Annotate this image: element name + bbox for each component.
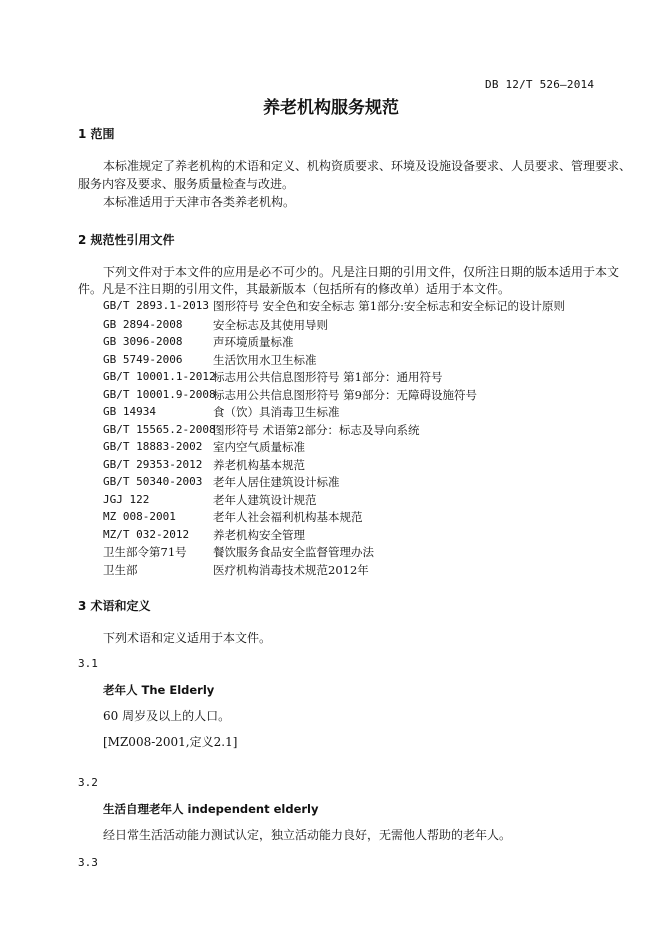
section-1-paragraph-2: 本标准适用于天津市各类养老机构。 [103,195,296,209]
reference-code: GB/T 18883-2002 [103,440,203,453]
document-title: 养老机构服务规范 [263,98,399,118]
section-3-intro: 下列术语和定义适用于本文件。 [103,631,272,645]
section-2-intro-line-2: 件。凡是不注日期的引用文件，其最新版本（包括所有的修改单）适用于本文件。 [78,282,511,296]
section-3-heading: 3 术语和定义 [78,599,151,613]
term-name: 生活自理老年人 independent elderly [103,802,319,816]
reference-title: 标志用公共信息图形符号 第1部分：通用符号 [213,370,443,384]
reference-title: 安全标志及其使用导则 [213,318,328,332]
section-2-intro-line-1: 下列文件对于本文件的应用是必不可少的。凡是注日期的引用文件，仅所注日期的版本适用于本文 [103,265,620,279]
reference-code: MZ/T 032-2012 [103,528,190,541]
term-source: [MZ008-2001,定义2.1] [103,735,238,749]
reference-code: GB/T 29353-2012 [103,458,203,471]
reference-title: 声环境质量标准 [213,335,294,349]
reference-title: 生活饮用水卫生标准 [213,353,317,367]
reference-title: 图形符号 安全色和安全标志 第1部分:安全标志和安全标记的设计原则 [213,299,565,313]
reference-title: 图形符号 术语第2部分：标志及导向系统 [213,423,420,437]
reference-title: 餐饮服务食品安全监督管理办法 [213,545,374,559]
reference-title: 医疗机构消毒技术规范2012年 [213,563,369,577]
reference-title: 养老机构基本规范 [213,458,305,472]
reference-code: GB/T 10001.1-2012 [103,370,216,383]
reference-code: GB 5749-2006 [103,353,183,366]
term-number: 3.1 [78,657,98,670]
reference-code: GB 14934 [103,405,156,418]
section-1-paragraph-1-line-1: 本标准规定了养老机构的术语和定义、机构资质要求、环境及设施设备要求、人员要求、管理要求、 [103,159,632,173]
reference-code: 卫生部令第71号 [103,545,187,559]
reference-code: 卫生部 [103,563,138,577]
reference-code: GB/T 2893.1-2013 [103,299,209,312]
reference-title: 老年人社会福利机构基本规范 [213,510,363,524]
standard-number: DB 12/T 526—2014 [485,78,595,91]
term-name: 老年人 The Elderly [103,683,215,697]
section-2-heading: 2 规范性引用文件 [78,233,175,247]
reference-code: MZ 008-2001 [103,510,176,523]
reference-title: 老年人居住建筑设计标准 [213,475,340,489]
reference-title: 标志用公共信息图形符号 第9部分：无障碍设施符号 [213,388,477,402]
term-definition: 经日常生活活动能力测试认定，独立活动能力良好，无需他人帮助的老年人。 [103,828,512,842]
term-definition: 60 周岁及以上的人口。 [103,709,231,723]
reference-title: 食（饮）具消毒卫生标准 [213,405,340,419]
term-number: 3.2 [78,776,98,789]
reference-title: 老年人建筑设计规范 [213,493,317,507]
reference-code: GB 2894-2008 [103,318,183,331]
section-1-paragraph-1-line-2: 服务内容及要求、服务质量检查与改进。 [78,177,295,191]
reference-title: 室内空气质量标准 [213,440,305,454]
reference-title: 养老机构安全管理 [213,528,305,542]
section-1-heading: 1 范围 [78,127,115,141]
reference-code: JGJ 122 [103,493,150,506]
reference-code: GB/T 15565.2-2008 [103,423,216,436]
term-number: 3.3 [78,856,98,869]
reference-code: GB/T 50340-2003 [103,475,203,488]
reference-code: GB 3096-2008 [103,335,183,348]
reference-code: GB/T 10001.9-2008 [103,388,216,401]
